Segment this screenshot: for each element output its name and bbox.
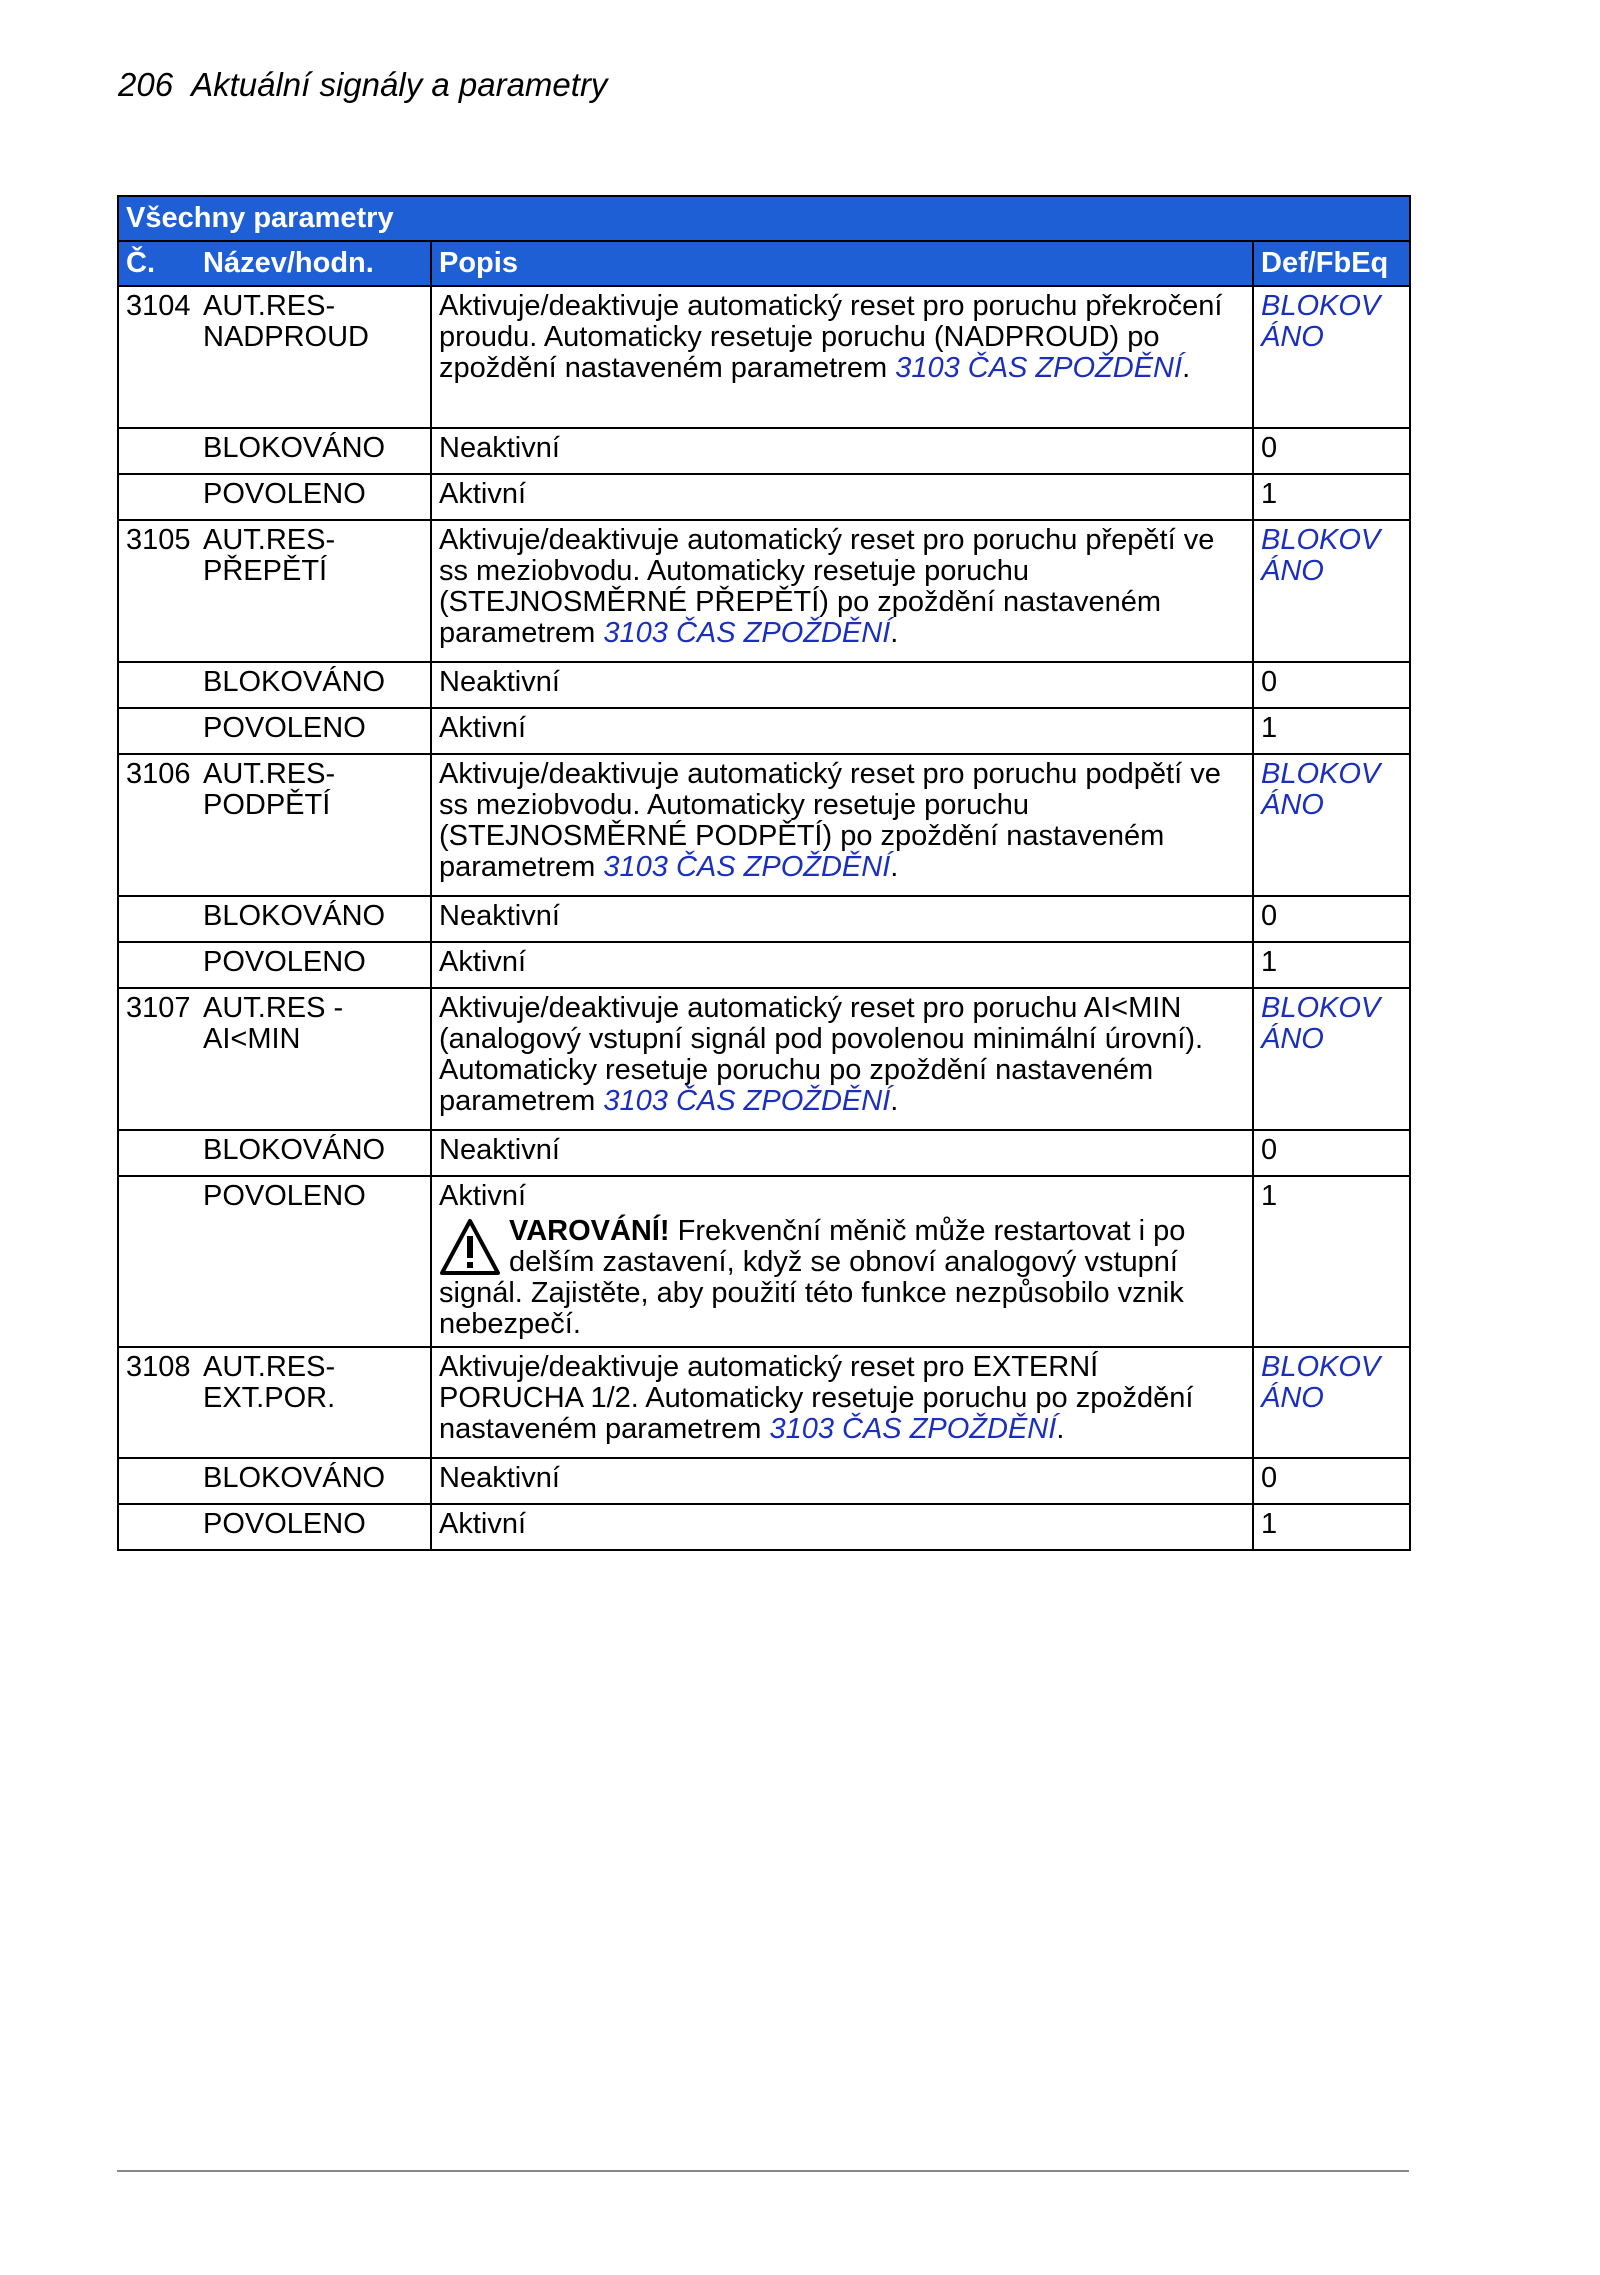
value-row	[118, 474, 1410, 520]
value-row	[118, 1130, 1410, 1176]
parameter-number: 3107	[118, 988, 201, 1130]
parameter-number: 3108	[118, 1347, 201, 1458]
parameter-number: 3106	[118, 754, 201, 896]
parameter-row	[118, 754, 1410, 896]
column-header-name: Název/hodn.	[201, 241, 431, 286]
parameter-description	[431, 286, 1253, 428]
value-description-text: Neaktivní	[439, 1134, 560, 1166]
value-row	[118, 708, 1410, 754]
value-description-text: Aktivní	[439, 1180, 527, 1212]
value-fieldbus-equivalent: 1	[1253, 942, 1410, 988]
column-header-number: Č.	[118, 241, 201, 286]
description-text: .	[890, 1085, 899, 1117]
value-name: BLOKOVÁNO	[201, 896, 431, 942]
value-name: POVOLENO	[201, 1504, 431, 1550]
value-name: BLOKOVÁNO	[201, 1458, 431, 1504]
parameter-default: BLOKOV ÁNO	[1253, 286, 1410, 428]
warning-text: Frekvenční měnič může restartovat i po delším zastavení, když se obnoví analogový vstupní signál. Zajistěte, aby použití této funkce nezpůsobilo vznik nebezpečí.	[439, 1215, 1186, 1340]
value-description-text: Neaktivní	[439, 666, 560, 698]
value-fieldbus-equivalent: 1	[1253, 474, 1410, 520]
value-name: POVOLENO	[201, 1176, 431, 1347]
parameter-description	[431, 1347, 1253, 1458]
warning-label: VAROVÁNÍ!	[509, 1215, 670, 1247]
parameter-reference-link[interactable]: 3103 ČAS ZPOŽDĚNÍ	[769, 1413, 1057, 1445]
page-number: 206	[118, 66, 174, 103]
parameter-name: AUT.RES - AI<MIN	[201, 988, 431, 1130]
value-description	[431, 662, 1253, 708]
value-number-empty	[118, 1176, 201, 1347]
description-text: Aktivuje/deaktivuje automatický reset pro poruchu podpětí ve ss meziobvodu. Automaticky resetuje poruchu (STEJNOSMĚRNÉ PODPĚTÍ) po zpoždění nastaveném parametrem	[439, 758, 1221, 883]
parameter-reference-link[interactable]: 3103 ČAS ZPOŽDĚNÍ	[895, 352, 1183, 384]
value-name: BLOKOVÁNO	[201, 1130, 431, 1176]
value-row	[118, 1504, 1410, 1550]
value-name: POVOLENO	[201, 474, 431, 520]
value-row	[118, 1458, 1410, 1504]
value-number-empty	[118, 428, 201, 474]
value-description-text: Aktivní	[439, 712, 527, 744]
value-number-empty	[118, 1458, 201, 1504]
value-fieldbus-equivalent: 1	[1253, 1504, 1410, 1550]
page-header	[118, 66, 607, 104]
value-row	[118, 1176, 1410, 1347]
group-title: Všechny parametry	[118, 196, 1410, 241]
value-name: BLOKOVÁNO	[201, 662, 431, 708]
page-title: Aktuální signály a parametry	[191, 66, 608, 103]
value-number-empty	[118, 896, 201, 942]
description-text: Aktivuje/deaktivuje automatický reset pro poruchu přepětí ve ss meziobvodu. Automaticky resetuje poruchu (STEJNOSMĚRNÉ PŘEPĚTÍ) po zpoždění nastaveném parametrem	[439, 524, 1215, 649]
value-description-text: Aktivní	[439, 1508, 527, 1540]
description-text: .	[890, 851, 899, 883]
value-row	[118, 896, 1410, 942]
value-fieldbus-equivalent: 0	[1253, 1458, 1410, 1504]
parameter-name: AUT.RES- EXT.POR.	[201, 1347, 431, 1458]
value-description	[431, 1176, 1253, 1347]
parameter-name: AUT.RES- NADPROUD	[201, 286, 431, 428]
parameter-name: AUT.RES- PODPĚTÍ	[201, 754, 431, 896]
value-description	[431, 942, 1253, 988]
value-number-empty	[118, 474, 201, 520]
table-body	[118, 286, 1410, 1550]
value-description-text: Aktivní	[439, 946, 527, 978]
value-description	[431, 474, 1253, 520]
value-fieldbus-equivalent: 0	[1253, 428, 1410, 474]
value-description	[431, 708, 1253, 754]
column-header-default: Def/FbEq	[1253, 241, 1410, 286]
value-row	[118, 662, 1410, 708]
parameter-name: AUT.RES- PŘEPĚTÍ	[201, 520, 431, 662]
warning-triangle-icon	[439, 1218, 501, 1276]
parameter-row	[118, 988, 1410, 1130]
parameter-default: BLOKOV ÁNO	[1253, 754, 1410, 896]
value-fieldbus-equivalent: 0	[1253, 896, 1410, 942]
value-description	[431, 1130, 1253, 1176]
value-description	[431, 1458, 1253, 1504]
value-description-text: Aktivní	[439, 478, 527, 510]
value-number-empty	[118, 1504, 201, 1550]
value-description	[431, 1504, 1253, 1550]
parameters-table	[117, 195, 1411, 1551]
value-row	[118, 942, 1410, 988]
parameter-reference-link[interactable]: 3103 ČAS ZPOŽDĚNÍ	[603, 1085, 891, 1117]
value-number-empty	[118, 662, 201, 708]
value-number-empty	[118, 1130, 201, 1176]
parameter-reference-link[interactable]: 3103 ČAS ZPOŽDĚNÍ	[603, 617, 891, 649]
value-fieldbus-equivalent: 1	[1253, 1176, 1410, 1347]
parameter-description	[431, 754, 1253, 896]
value-name: POVOLENO	[201, 942, 431, 988]
description-text: Aktivuje/deaktivuje automatický reset pro poruchu překročení proudu. Automaticky resetuje poruchu (NADPROUD) po zpoždění nastaveném parametrem	[439, 290, 1223, 384]
value-description-text: Neaktivní	[439, 432, 560, 464]
parameter-number: 3105	[118, 520, 201, 662]
value-number-empty	[118, 942, 201, 988]
description-text: Aktivuje/deaktivuje automatický reset pro poruchu AI<MIN (analogový vstupní signál pod povolenou minimální úrovní). Automaticky resetuje poruchu po zpoždění nastaveném parametrem	[439, 992, 1204, 1117]
value-fieldbus-equivalent: 1	[1253, 708, 1410, 754]
description-text: .	[1182, 352, 1191, 384]
description-text: Aktivuje/deaktivuje automatický reset pro EXTERNÍ PORUCHA 1/2. Automaticky resetuje poruchu po zpoždění nastaveném parametrem	[439, 1351, 1194, 1445]
parameter-description	[431, 520, 1253, 662]
parameter-reference-link[interactable]: 3103 ČAS ZPOŽDĚNÍ	[603, 851, 891, 883]
parameter-row	[118, 286, 1410, 428]
value-description-text: Neaktivní	[439, 1462, 560, 1494]
description-text: .	[1056, 1413, 1065, 1445]
value-name: BLOKOVÁNO	[201, 428, 431, 474]
description-text: .	[890, 617, 899, 649]
parameter-row	[118, 1347, 1410, 1458]
footer-rule	[117, 2170, 1409, 2172]
parameter-number: 3104	[118, 286, 201, 428]
column-header-description: Popis	[431, 241, 1253, 286]
value-description	[431, 896, 1253, 942]
value-description	[431, 428, 1253, 474]
value-fieldbus-equivalent: 0	[1253, 1130, 1410, 1176]
value-row	[118, 428, 1410, 474]
value-description-text: Neaktivní	[439, 900, 560, 932]
parameter-row	[118, 520, 1410, 662]
parameter-default: BLOKOV ÁNO	[1253, 1347, 1410, 1458]
parameter-description	[431, 988, 1253, 1130]
value-fieldbus-equivalent: 0	[1253, 662, 1410, 708]
parameter-default: BLOKOV ÁNO	[1253, 520, 1410, 662]
parameter-default: BLOKOV ÁNO	[1253, 988, 1410, 1130]
value-number-empty	[118, 708, 201, 754]
warning-note	[439, 1216, 1245, 1340]
value-name: POVOLENO	[201, 708, 431, 754]
